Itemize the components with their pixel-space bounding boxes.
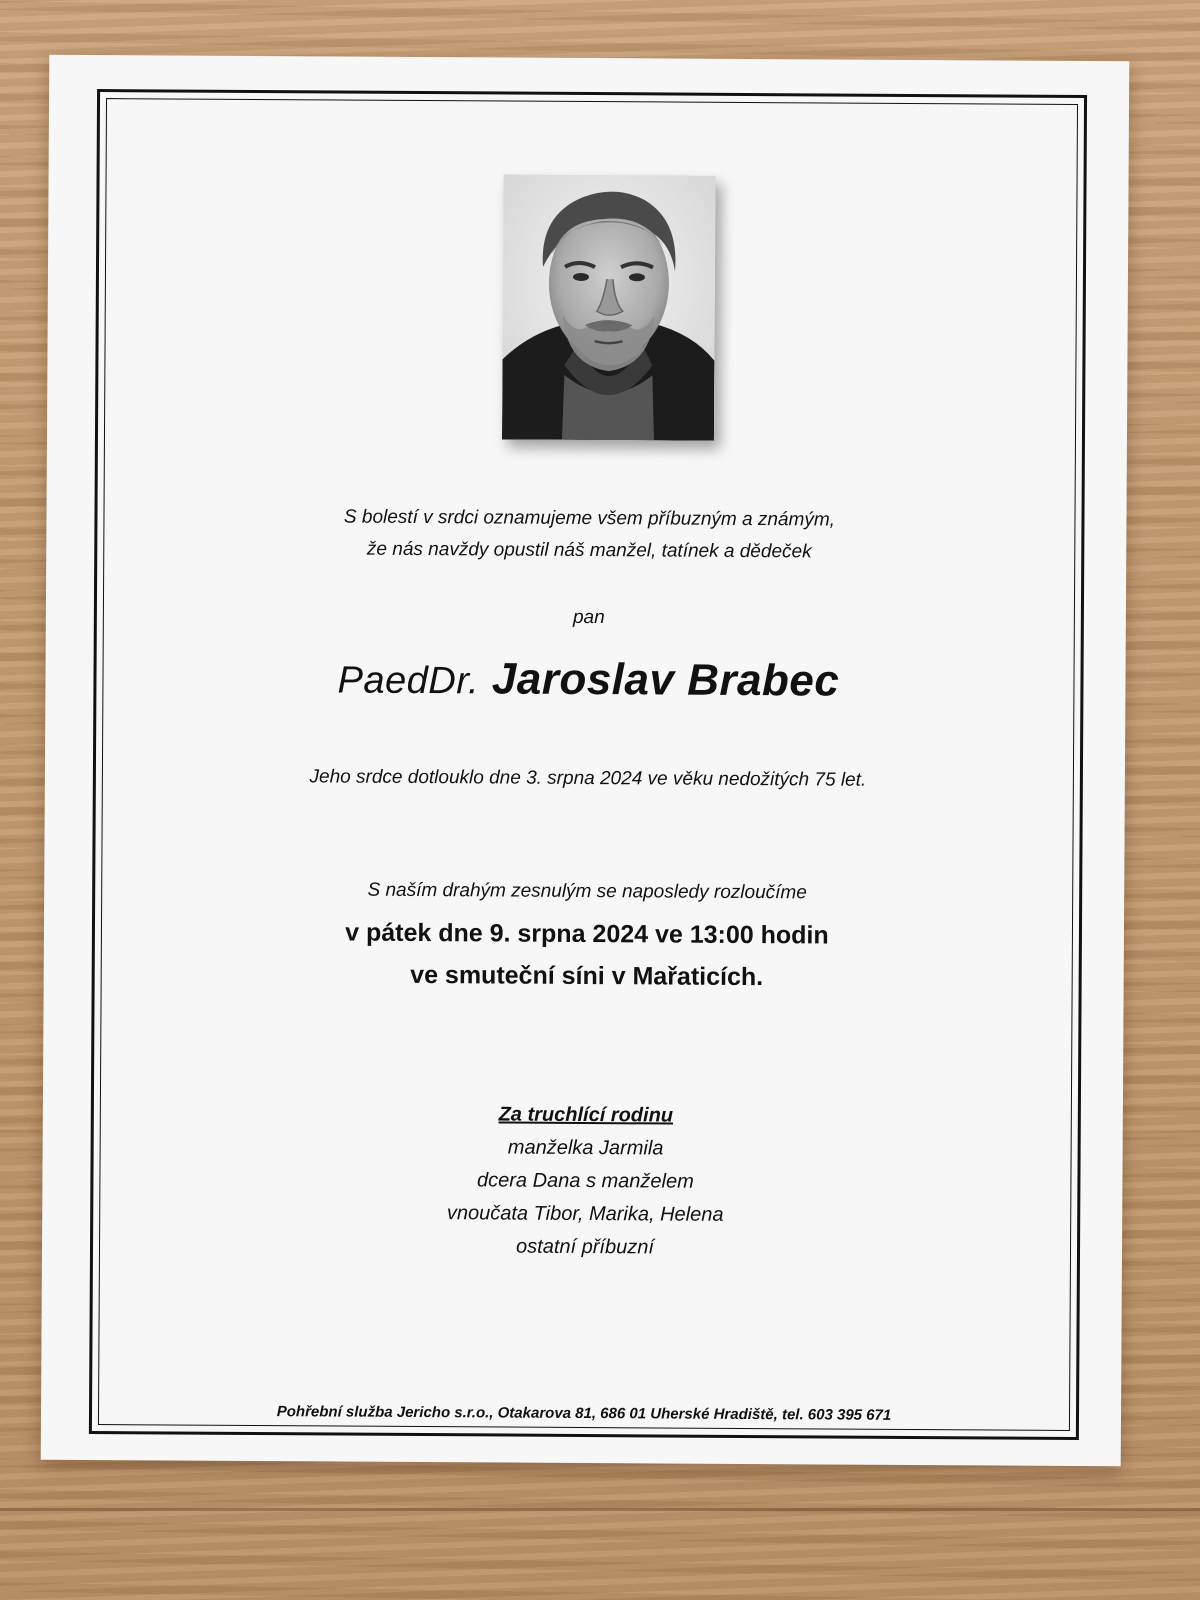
- desk-board-seam: [0, 1508, 1200, 1511]
- notice-content: [92, 92, 1084, 1437]
- family-member: manželka Jarmila: [507, 1136, 664, 1160]
- ceremony-details: [95, 910, 1079, 1000]
- family-member: vnoučata Tibor, Marika, Helena: [446, 1202, 724, 1226]
- intro-line-2: že nás navždy opustil náš manžel, tatínek a dědeček: [366, 538, 812, 563]
- academic-title: PaedDr.: [337, 659, 480, 703]
- portrait-photo: [502, 174, 716, 440]
- ceremony-date-time: v pátek dne 9. srpna 2024 ve 13:00 hodin: [345, 918, 829, 950]
- intro-text: [97, 500, 1081, 570]
- deceased-name: [96, 652, 1080, 708]
- ceremony-location: ve smuteční síni v Mařaticích.: [410, 960, 764, 992]
- portrait-photo-drawing: [502, 174, 716, 440]
- family-heading: Za truchlící rodinu: [498, 1103, 674, 1127]
- intro-line-1: S bolestí v srdci oznamujeme všem příbuzným a známým,: [343, 506, 836, 531]
- obituary-notice-paper: [41, 55, 1130, 1467]
- funeral-service-footer: Pohřební služba Jericho s.r.o., Otakarova 81, 686 01 Uherské Hradiště, tel. 603 395 671: [276, 1403, 892, 1424]
- family-signature: [93, 1096, 1078, 1267]
- double-border-frame: [89, 89, 1087, 1440]
- death-date-line: Jeho srdce dotlouklo dne 3. srpna 2024 ve věku nedožitých 75 let.: [309, 766, 867, 791]
- full-name: Jaroslav Brabec: [491, 654, 840, 706]
- farewell-line: S naším drahým zesnulým se naposledy rozloučíme: [367, 879, 807, 904]
- honorific: pan: [572, 606, 605, 629]
- family-member: ostatní příbuzní: [516, 1235, 655, 1259]
- family-member: dcera Dana s manželem: [476, 1169, 694, 1193]
